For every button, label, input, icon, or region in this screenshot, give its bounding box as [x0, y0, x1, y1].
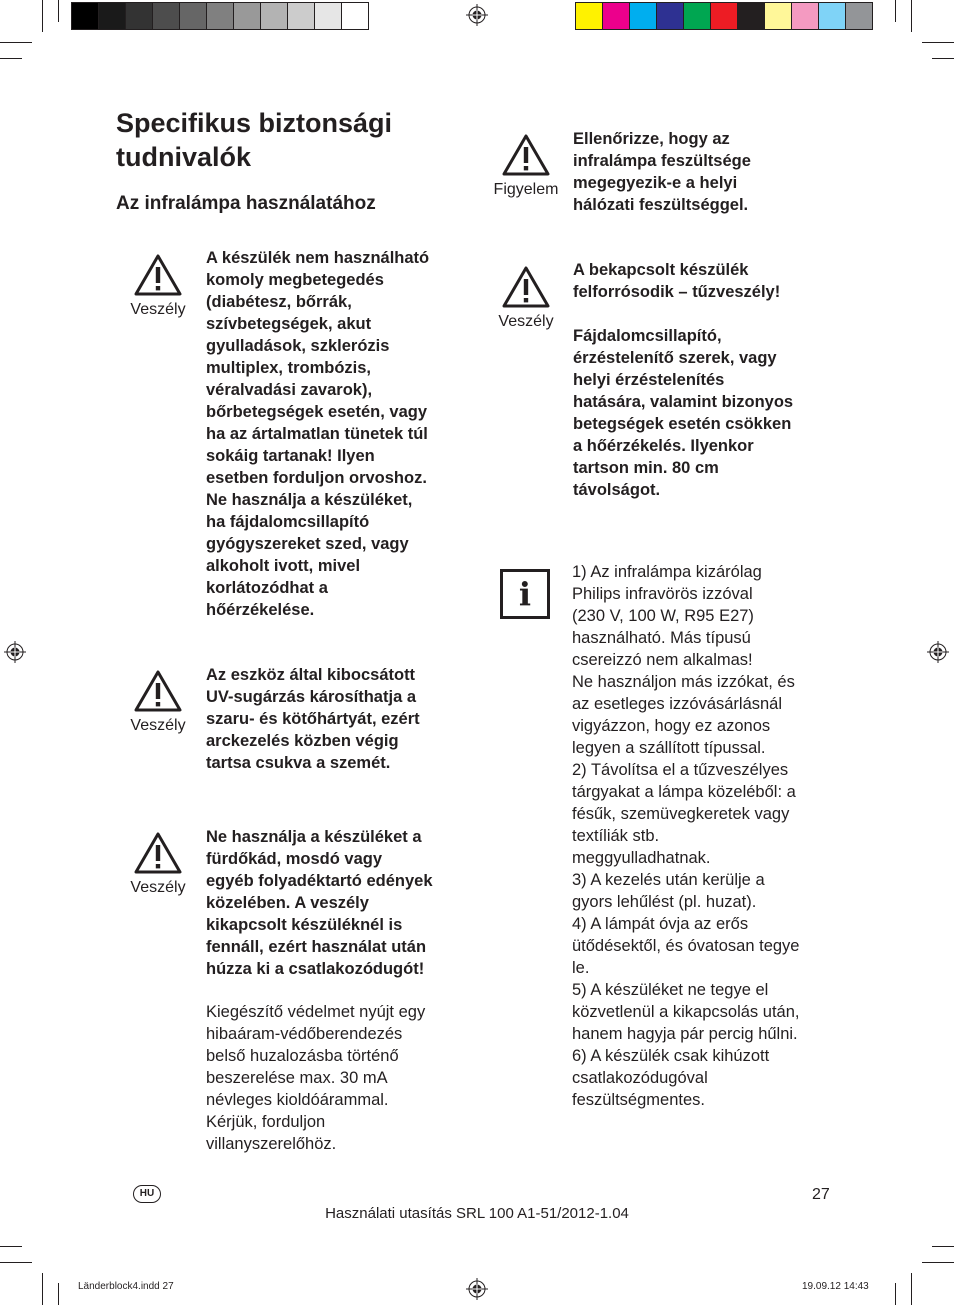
text-line: tárgyakat a lámpa közeléből: a — [572, 783, 796, 801]
slug-file: Länderblock4.indd 27 — [78, 1281, 174, 1292]
text-line: használható. Más típusú — [572, 629, 751, 647]
text-line: 5) A készüléket ne tegye el — [572, 981, 769, 999]
text-line: 2) Távolítsa el a tűzveszélyes — [572, 761, 789, 779]
text-line: Ne használja a készüléket a — [206, 828, 422, 846]
text-line: korlátozódhat a — [206, 579, 328, 597]
color-swatch — [791, 2, 819, 30]
color-swatch — [818, 2, 846, 30]
slug-date: 19.09.12 14:43 — [802, 1281, 869, 1292]
color-swatch — [845, 2, 873, 30]
text-line: UV-sugárzás károsíthatja a — [206, 688, 417, 706]
color-swatch — [98, 2, 126, 30]
crop-mark — [911, 1273, 912, 1305]
text-line: csereizzó nem alkalmas! — [572, 651, 753, 669]
danger-text-3 — [206, 826, 456, 980]
text-line: tartson min. 80 cm — [573, 459, 719, 477]
text-line: meggyulladhatnak. — [572, 849, 711, 867]
document-id: Használati utasítás SRL 100 A1-51/2012-1.04 — [325, 1205, 629, 1222]
text-line: komoly megbetegedés — [206, 271, 384, 289]
text-line: feszültségmentes. — [572, 1091, 705, 1109]
text-line: közelében. A veszély — [206, 894, 369, 912]
crop-mark — [0, 1262, 32, 1263]
warning-triangle-icon — [133, 669, 183, 713]
color-swatch — [629, 2, 657, 30]
text-line: véralvadási zavarok), — [206, 381, 373, 399]
text-line: ütődésektől, és óvatosan tegye — [572, 937, 800, 955]
crop-mark — [922, 42, 954, 43]
text-line: Ne használja a készüléket, — [206, 491, 413, 509]
registration-mark-icon — [927, 641, 949, 663]
crop-mark — [932, 58, 954, 59]
danger-warning-1 — [129, 253, 187, 319]
warning-triangle-icon — [133, 831, 183, 875]
color-swatch — [125, 2, 153, 30]
color-swatch — [314, 2, 342, 30]
text-line: tartsa csukva a szemét. — [206, 754, 391, 772]
text-line: alkoholt ivott, mivel — [206, 557, 361, 575]
text-line: 3) A kezelés után kerülje a — [572, 871, 765, 889]
text-line: ha az ártalmatlan tünetek túl — [206, 425, 428, 443]
text-line: hibaáram-védőberendezés — [206, 1025, 403, 1043]
danger-warning-4 — [497, 265, 555, 331]
color-swatch — [710, 2, 738, 30]
text-line: az esetleges izzóvásárlásnál — [572, 695, 783, 713]
info-text — [572, 561, 822, 1111]
warning-label: Veszély — [498, 313, 554, 330]
text-line: hálózati feszültséggel. — [573, 196, 749, 214]
warning-triangle-icon — [501, 265, 551, 309]
color-swatch — [602, 2, 630, 30]
text-line: fésűk, szemüvegkeretek vagy — [572, 805, 790, 823]
title-line: tudnivalók — [116, 142, 252, 172]
text-line: esetben forduljon orvoshoz. — [206, 469, 427, 487]
text-line: infralámpa feszültsége — [573, 152, 751, 170]
text-line: Kiegészítő védelmet nyújt egy — [206, 1003, 426, 1021]
danger-warning-2 — [129, 669, 187, 735]
text-line: bőrbetegségek esetén, vagy — [206, 403, 428, 421]
color-swatch — [737, 2, 765, 30]
text-line: távolságot. — [573, 481, 661, 499]
text-line: érzéstelenítő szerek, vagy — [573, 349, 777, 367]
text-line: textíliák stb. — [572, 827, 660, 845]
crop-mark — [922, 1262, 954, 1263]
registration-mark-icon — [466, 4, 488, 26]
language-badge: HU — [133, 1185, 161, 1203]
text-line: 4) A lámpát óvja az erős — [572, 915, 749, 933]
crop-mark — [895, 0, 896, 22]
text-line: beszerelése max. 30 mA — [206, 1069, 388, 1087]
danger-text-4b — [573, 325, 823, 501]
color-swatch — [233, 2, 261, 30]
text-line: egyéb folyadéktartó edények — [206, 872, 433, 890]
rcd-note-text — [206, 1001, 456, 1155]
text-line: Ellenőrizze, hogy az — [573, 130, 730, 148]
page-number: 27 — [812, 1186, 830, 1203]
text-line: megegyezik-e a helyi — [573, 174, 738, 192]
text-line: villanyszerelőhöz. — [206, 1135, 337, 1153]
danger-warning-3 — [129, 831, 187, 897]
text-line: 1) Az infralámpa kizárólag — [572, 563, 762, 581]
text-line: szaru- és kötőhártyát, ezért — [206, 710, 420, 728]
attention-warning — [490, 133, 562, 199]
page-title — [116, 106, 436, 174]
color-swatch — [683, 2, 711, 30]
text-line: A készülék nem használható — [206, 249, 430, 267]
attention-text — [573, 128, 823, 216]
color-swatch — [260, 2, 288, 30]
color-swatch — [152, 2, 180, 30]
text-line: helyi érzéstelenítés — [573, 371, 725, 389]
color-swatch — [287, 2, 315, 30]
text-line: hatására, valamint bizonyos — [573, 393, 794, 411]
crop-mark — [58, 1283, 59, 1305]
text-line: Kérjük, forduljon — [206, 1113, 326, 1131]
crop-mark — [58, 0, 59, 22]
crop-mark — [932, 1246, 954, 1247]
crop-mark — [911, 0, 912, 32]
text-line: felforrósodik – tűzveszély! — [573, 283, 781, 301]
warning-triangle-icon — [133, 253, 183, 297]
text-line: fennáll, ezért használat után — [206, 938, 427, 956]
text-line: a hőérzékelés. Ilyenkor — [573, 437, 754, 455]
text-line: betegségek esetén csökken — [573, 415, 792, 433]
color-swatch — [179, 2, 207, 30]
text-line: közvetlenül a kikapcsolás után, — [572, 1003, 800, 1021]
crop-mark — [0, 1246, 22, 1247]
text-line: ha fájdalomcsillapító — [206, 513, 370, 531]
title-line: Specifikus biztonsági — [116, 108, 393, 138]
text-line: 6) A készülék csak kihúzott — [572, 1047, 770, 1065]
text-line: hanem hagyja pár percig hűlni. — [572, 1025, 798, 1043]
text-line: sokáig tartanak! Ilyen — [206, 447, 375, 465]
text-line: arckezelés közben végig — [206, 732, 399, 750]
info-icon: i — [500, 569, 550, 619]
text-line: (230 V, 100 W, R95 E27) — [572, 607, 754, 625]
text-line: belső huzalozásba történő — [206, 1047, 399, 1065]
text-line: gyulladások, szklerózis — [206, 337, 390, 355]
text-line: gyors lehűlést (pl. huzat). — [572, 893, 757, 911]
crop-mark — [0, 58, 22, 59]
text-line: névleges kioldóárammal. — [206, 1091, 389, 1109]
text-line: gyógyszereket szed, vagy — [206, 535, 409, 553]
text-line: Philips infravörös izzóval — [572, 585, 753, 603]
warning-label: Veszély — [130, 717, 186, 734]
section-subtitle: Az infralámpa használatához — [116, 193, 376, 214]
crop-mark — [42, 0, 43, 32]
text-line: Fájdalomcsillapító, — [573, 327, 722, 345]
warning-label: Veszély — [130, 879, 186, 896]
registration-mark-icon — [466, 1278, 488, 1300]
danger-text-2 — [206, 664, 456, 774]
warning-label: Figyelem — [493, 181, 559, 198]
color-swatch — [764, 2, 792, 30]
color-swatch — [206, 2, 234, 30]
crop-mark — [895, 1283, 896, 1305]
text-line: A bekapcsolt készülék — [573, 261, 749, 279]
text-line: Az eszköz által kibocsátott — [206, 666, 416, 684]
warning-label: Veszély — [130, 301, 186, 318]
text-line: Ne használjon más izzókat, és — [572, 673, 795, 691]
text-line: le. — [572, 959, 590, 977]
color-swatch — [575, 2, 603, 30]
warning-triangle-icon — [501, 133, 551, 177]
text-line: vigyázzon, hogy ez azonos — [572, 717, 771, 735]
text-line: csatlakozódugóval — [572, 1069, 708, 1087]
text-line: multiplex, trombózis, — [206, 359, 372, 377]
color-swatch — [341, 2, 369, 30]
crop-mark — [42, 1273, 43, 1305]
text-line: hőérzékelése. — [206, 601, 315, 619]
text-line: húzza ki a csatlakozódugót! — [206, 960, 425, 978]
danger-text-1 — [206, 247, 456, 621]
color-swatch — [71, 2, 99, 30]
text-line: legyen a szállított típussal. — [572, 739, 766, 757]
text-line: szívbetegségek, akut — [206, 315, 372, 333]
crop-mark — [0, 42, 32, 43]
text-line: (diabétesz, bőrrák, — [206, 293, 352, 311]
text-line: fürdőkád, mosdó vagy — [206, 850, 383, 868]
color-swatch — [656, 2, 684, 30]
text-line: kikapcsolt készüléknél is — [206, 916, 403, 934]
registration-mark-icon — [4, 641, 26, 663]
danger-text-4 — [573, 259, 823, 303]
